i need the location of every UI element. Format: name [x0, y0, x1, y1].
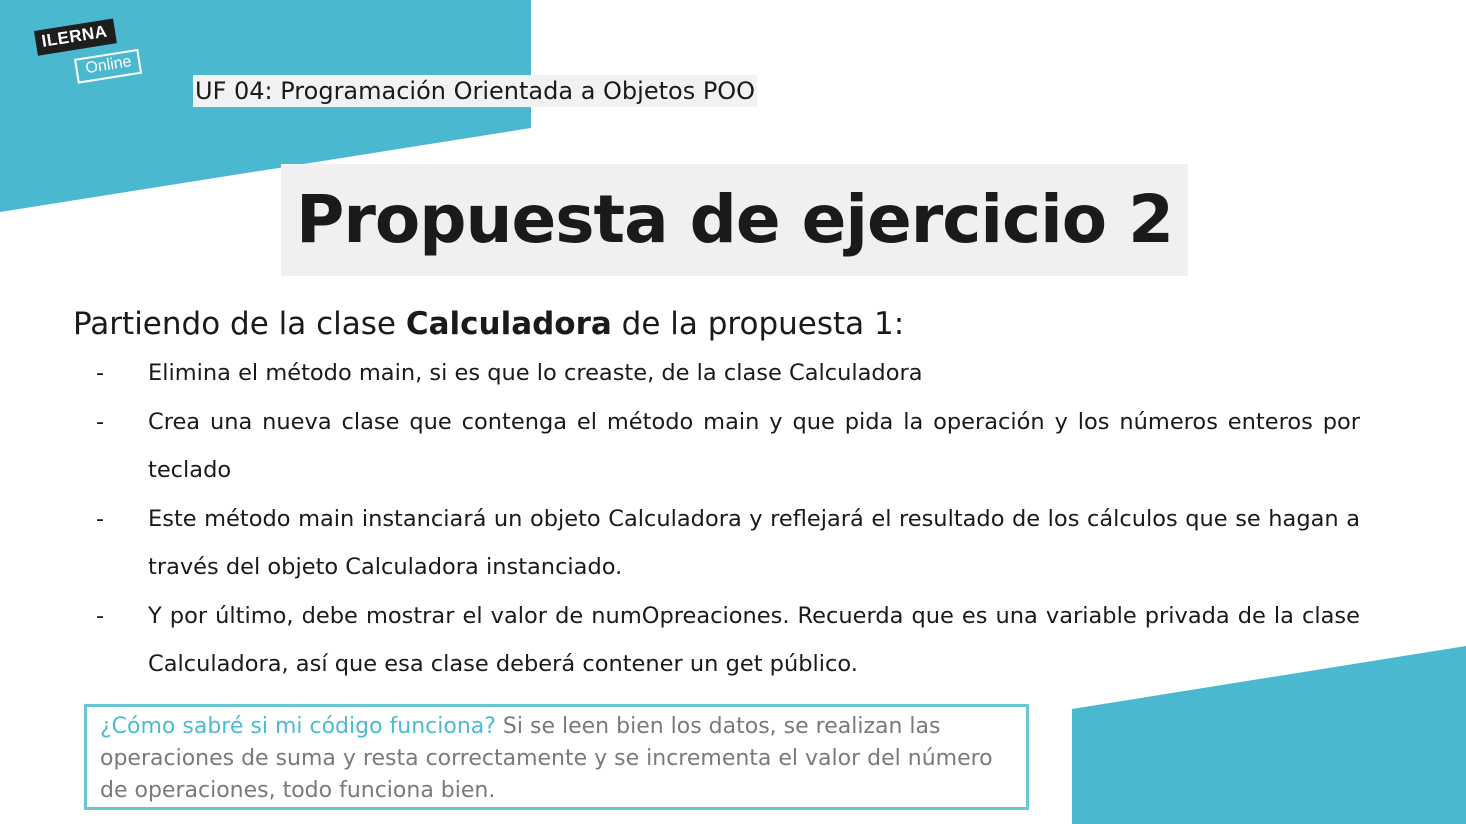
intro-class-name: Calculadora	[405, 306, 612, 342]
instruction-text: Y por último, debe mostrar el valor de numOpreaciones. Recuerda que es una variable privada de la clase Calculadora, así que esa clase deberá contener un get público.	[148, 602, 1360, 677]
instruction-item	[96, 495, 1360, 592]
unit-label: UF 04: Programación Orientada a Objetos POO	[195, 77, 756, 105]
bullet-marker: -	[96, 408, 105, 435]
instruction-text: Elimina el método main, si es que lo creaste, de la clase Calculadora	[148, 360, 923, 386]
slide-title: Propuesta de ejercicio 2	[281, 164, 1188, 276]
bullet-marker: -	[96, 505, 105, 532]
hint-box	[84, 704, 1029, 810]
hint-answer: Si se leen bien los datos, se realizan las operaciones de suma y resta correctamente y se incrementa el valor del número de operaciones, todo funciona bien.	[100, 714, 993, 803]
intro-text	[73, 302, 904, 346]
bullet-marker: -	[96, 602, 105, 629]
instruction-item	[96, 592, 1360, 689]
bullet-marker: -	[96, 360, 105, 386]
logo-wordmark: ILERNA	[34, 18, 117, 55]
intro-prefix: Partiendo de la clase	[73, 306, 406, 342]
logo-subtitle: Online	[74, 49, 142, 84]
instruction-list	[96, 349, 1360, 689]
hint-question: ¿Cómo sabré si mi código funciona?	[100, 714, 496, 739]
instruction-text: Este método main instanciará un objeto Calculadora y reflejará el resultado de los cálculos que se hagan a través del objeto Calculadora instanciado.	[148, 505, 1360, 580]
instruction-item	[96, 349, 1360, 398]
instruction-item	[96, 398, 1360, 495]
ilerna-logo	[34, 21, 154, 91]
intro-suffix: de la propuesta 1:	[611, 306, 905, 342]
instruction-text: Crea una nueva clase que contenga el método main y que pida la operación y los números enteros por teclado	[148, 408, 1360, 483]
